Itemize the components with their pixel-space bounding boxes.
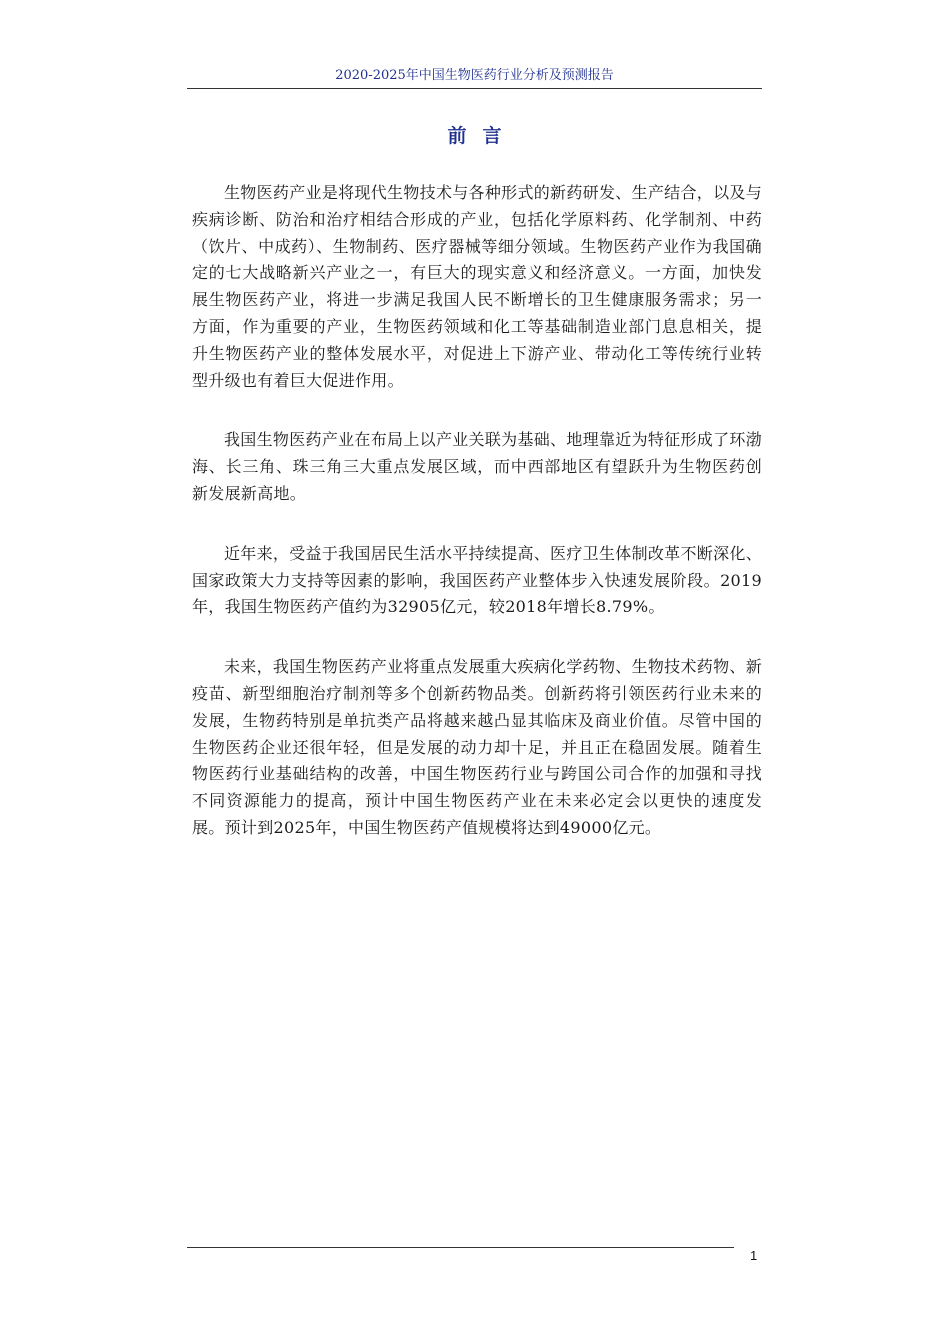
page-number: 1 [750,1248,758,1263]
header-divider [187,88,762,89]
paragraph-1: 生物医药产业是将现代生物技术与各种形式的新药研发、生产结合，以及与疾病诊断、防治和治疗相结合形成的产业，包括化学原料药、化学制剂、中药（饮片、中成药）、生物制药、医疗器械等细分领域。生物医药产业作为我国确定的七大战略新兴产业之一，有巨大的现实意义和经济意义。一方面，加快发展生物医药产业，将进一步满足我国人民不断增长的卫生健康服务需求；另一方面，作为重要的产业，生物医药领域和化工等基础制造业部门息息相关，提升生物医药产业的整体发展水平，对促进上下游产业、带动化工等传统行业转型升级也有着巨大促进作用。 [192,183,762,390]
paragraph-2: 我国生物医药产业在布局上以产业关联为基础、地理靠近为特征形成了环渤海、长三角、珠三角三大重点发展区域，而中西部地区有望跃升为生物医药创新发展新高地。 [192,430,762,503]
paragraph-4: 未来，我国生物医药产业将重点发展重大疾病化学药物、生物技术药物、新疫苗、新型细胞治疗制剂等多个创新药物品类。创新药将引领医药行业未来的发展，生物药特别是单抗类产品将越来越凸显其临床及商业价值。尽管中国的生物医药企业还很年轻，但是发展的动力却十足，并且正在稳固发展。随着生物医药行业基础结构的改善，中国生物医药行业与跨国公司合作的加强和寻找不同资源能力的提高，预计中国生物医药产业在未来必定会以更快的速度发展。预计到2025年，中国生物医药产值规模将达到49000亿元。 [192,657,762,837]
footer-divider [187,1247,734,1248]
paragraph-3: 近年来，受益于我国居民生活水平持续提高、医疗卫生体制改革不断深化、国家政策大力支持等因素的影响，我国医药产业整体步入快速发展阶段。2019年，我国生物医药产值约为32905亿元，较2018年增长8.79%。 [192,543,762,617]
section-title: 前言 [447,125,518,147]
running-header: 2020-2025年中国生物医药行业分析及预测报告 [335,68,614,83]
body-text [192,180,762,875]
